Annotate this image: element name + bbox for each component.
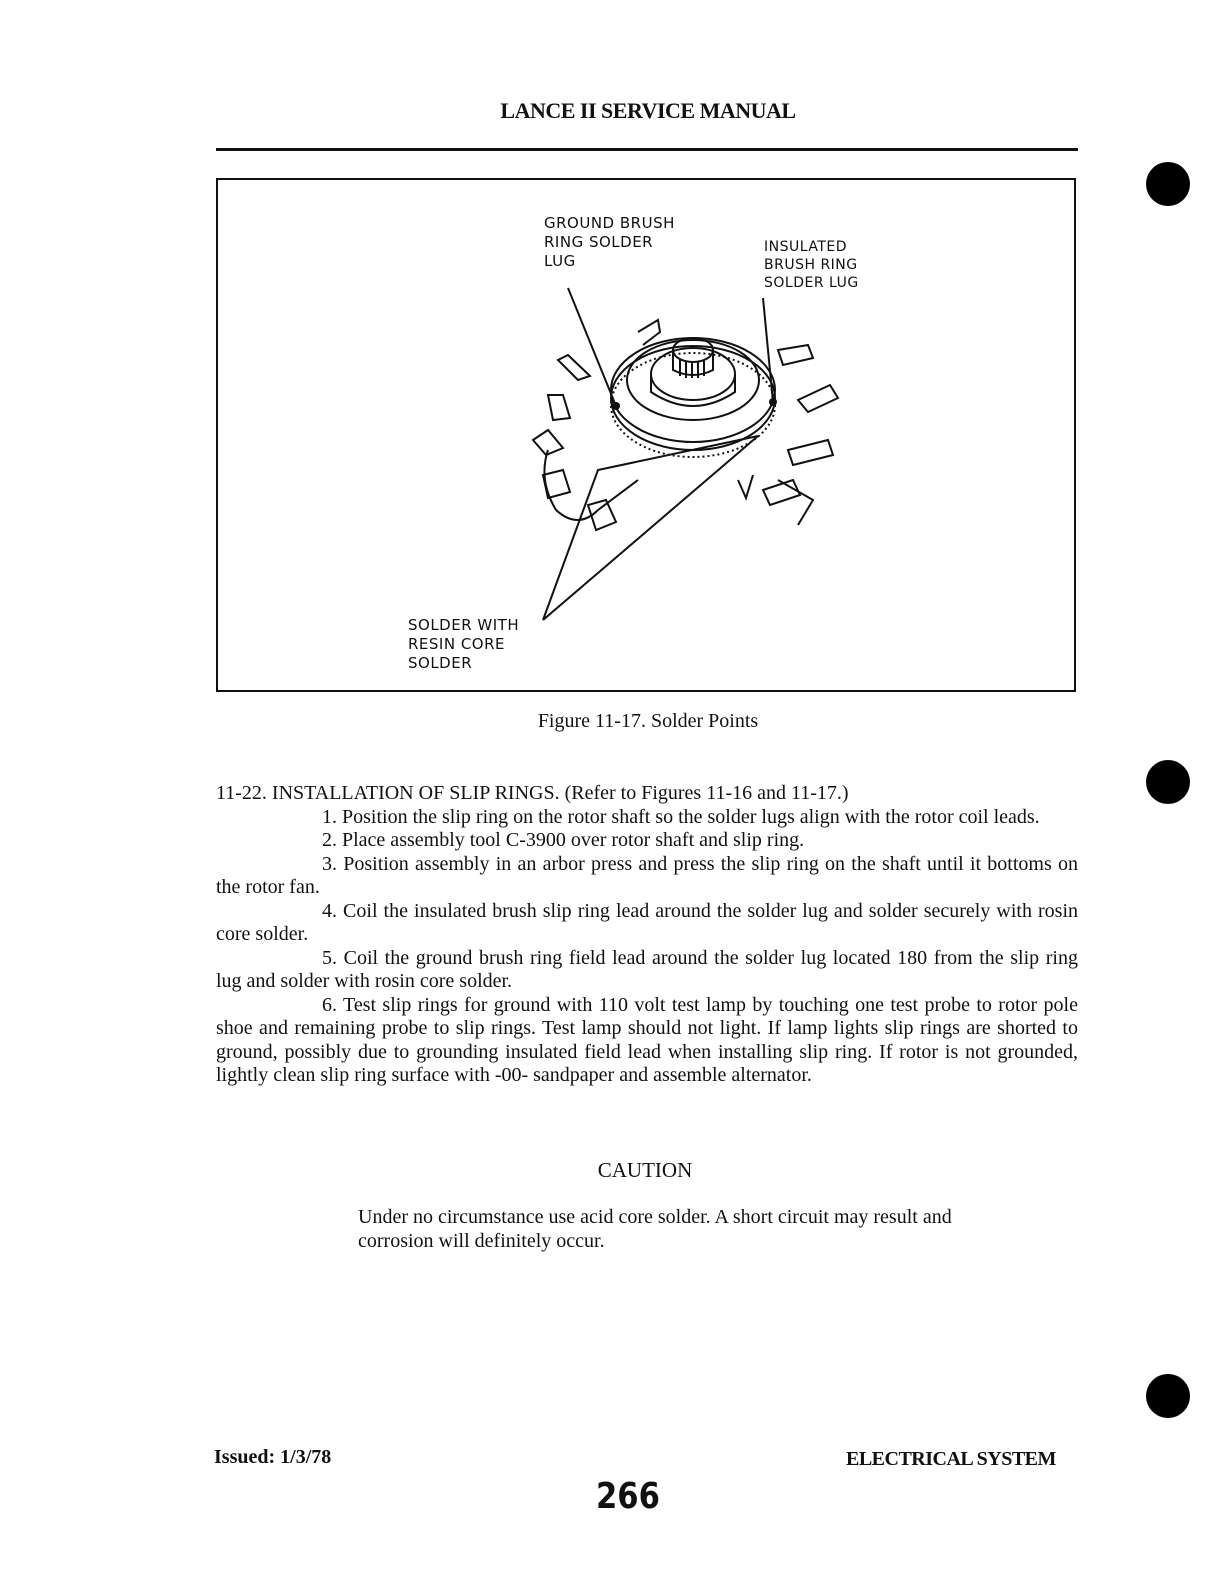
figure-box bbox=[216, 178, 1076, 692]
step-4: 4. Coil the insulated brush slip ring lead around the solder lug and solder securely with rosin core solder. bbox=[216, 899, 1078, 945]
page-number: 266 bbox=[596, 1476, 660, 1517]
caution-title: CAUTION bbox=[597, 1158, 693, 1182]
caution-text: Under no circumstance use acid core solder. A short circuit may result and corrosion will definitely occur. bbox=[358, 1206, 952, 1252]
label-insulated-brush-ring-solder-lug: INSULATED BRUSH RING SOLDER LUG bbox=[764, 239, 859, 291]
label-solder-with-resin-core: SOLDER WITH RESIN CORE SOLDER bbox=[408, 616, 520, 672]
step-1: 1. Position the slip ring on the rotor shaft so the solder lugs align with the rotor coil leads. bbox=[322, 805, 1040, 828]
footer-section-name: ELECTRICAL SYSTEM bbox=[846, 1448, 1056, 1470]
page-header: LANCE II SERVICE MANUAL bbox=[500, 98, 796, 123]
label-ground-brush-ring-solder-lug: GROUND BRUSH RING SOLDER LUG bbox=[544, 214, 675, 270]
figure-caption: Figure 11-17. Solder Points bbox=[537, 710, 759, 732]
binder-hole-middle bbox=[1146, 760, 1190, 804]
section-installation-slip-rings bbox=[216, 782, 1078, 1088]
step-5: 5. Coil the ground brush ring field lead around the solder lug located 180 from the slip ring lug and solder with rosin core solder. bbox=[216, 946, 1078, 992]
step-6: 6. Test slip rings for ground with 110 volt test lamp by touching one test probe to rotor pole shoe and remaining probe to slip rings. Test lamp should not light. If lamp lights slip rings are shorted to ground, possibly due to grounding insulated field lead when installing slip ring. If rotor is not grounded, lightly clean slip ring surface with -00- sandpaper and assemble alternator. bbox=[216, 993, 1078, 1086]
step-2: 2. Place assembly tool C-3900 over rotor shaft and slip ring. bbox=[322, 829, 805, 851]
binder-hole-top bbox=[1146, 162, 1190, 206]
binder-hole-bottom bbox=[1146, 1374, 1190, 1418]
header-rule bbox=[216, 148, 1078, 151]
issued-date: Issued: 1/3/78 bbox=[214, 1446, 332, 1468]
section-heading: 11-22. INSTALLATION OF SLIP RINGS. (Refer to Figures 11-16 and 11-17.) bbox=[216, 782, 849, 804]
step-3: 3. Position assembly in an arbor press and press the slip ring on the shaft until it bottoms on the rotor fan. bbox=[216, 852, 1078, 898]
